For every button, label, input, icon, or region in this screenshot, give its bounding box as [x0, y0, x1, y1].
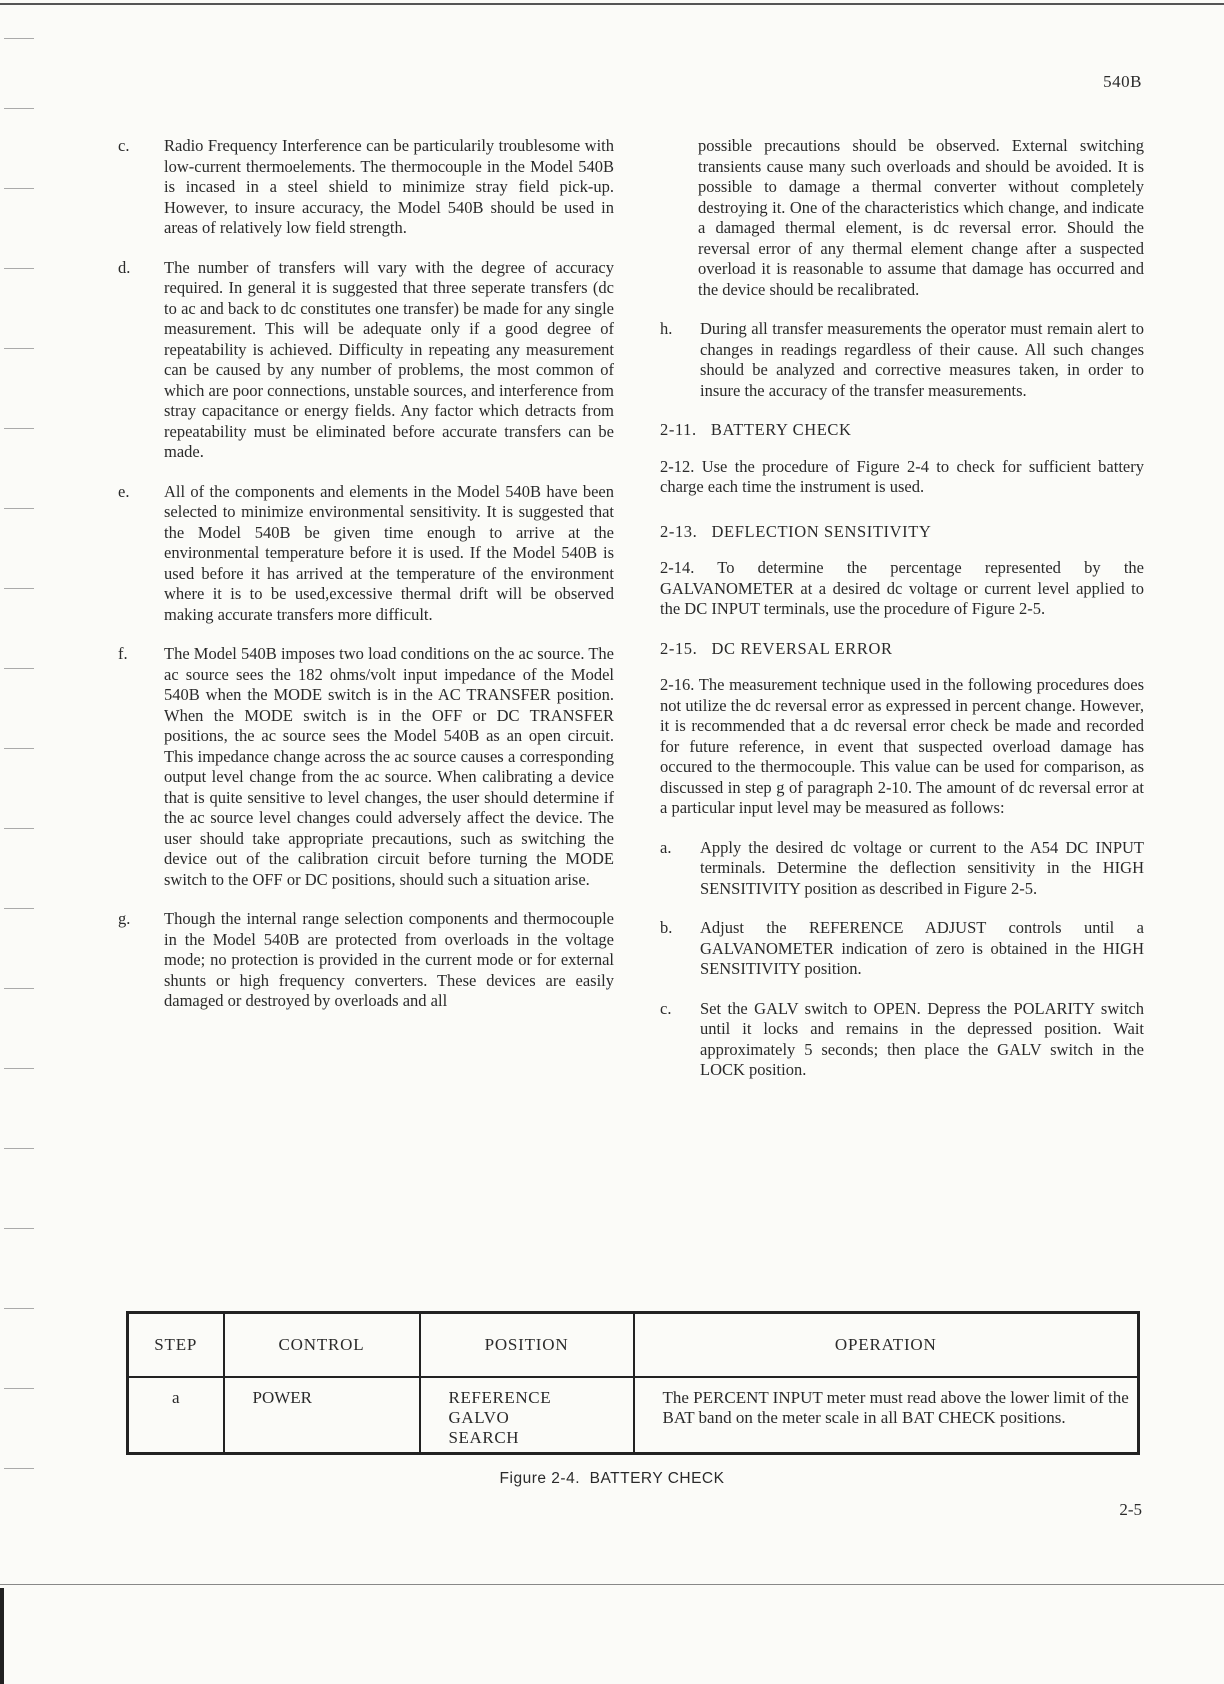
header-operation: OPERATION [634, 1313, 1139, 1378]
binding-tick [4, 588, 34, 589]
binding-tick [4, 1068, 34, 1069]
item-text: Apply the desired dc voltage or current to the A54 DC INPUT terminals. Determine the deflection sensitivity in the HIGH SENSITIVITY position as described in Figure 2-5. [700, 837, 1144, 898]
position-line: SEARCH [448, 1428, 520, 1447]
battery-check-table [126, 1311, 1140, 1455]
binding-tick [4, 188, 34, 189]
table-header-row [128, 1313, 1139, 1378]
binding-tick [4, 1468, 34, 1469]
section-heading-2-15: 2-15. DC REVERSAL ERROR [660, 638, 893, 658]
item-letter: h. [660, 319, 673, 338]
section-heading-2-13: 2-13. DEFLECTION SENSITIVITY [660, 521, 932, 541]
page-number: 2-5 [1119, 1500, 1142, 1519]
header-step: STEP [128, 1313, 224, 1378]
left-column [118, 136, 614, 1031]
list-item-d [118, 258, 614, 463]
section-heading-2-11: 2-11. BATTERY CHECK [660, 420, 852, 439]
item-text: Set the GALV switch to OPEN. Depress the POLARITY switch until it locks and remains in the depressed position. Wait approximately 5 seconds; then place the GALV switch in the LOCK position. [700, 998, 1144, 1079]
binding-tick [4, 748, 34, 749]
item-text: Radio Frequency Interference can be particularily troublesome with low-current thermoelements. The thermocouple in the Model 540B is incased in a steel shield to minimize stray field pick-up. However, to insure accuracy, the Model 540B should be used in areas of relatively low field strength. [164, 136, 614, 237]
item-letter: f. [118, 644, 128, 663]
left-edge-bar [0, 1588, 4, 1684]
item-letter: e. [118, 481, 130, 501]
table-row [128, 1377, 1139, 1454]
position-line: GALVO [448, 1408, 510, 1427]
step-a [660, 838, 1144, 900]
binding-tick [4, 1148, 34, 1149]
binding-tick [4, 508, 34, 509]
position-line: REFERENCE [448, 1388, 552, 1407]
header-control: CONTROL [224, 1313, 420, 1378]
binding-tick [4, 38, 34, 39]
step-c [660, 999, 1144, 1081]
paragraph-2-12: 2-12. Use the procedure of Figure 2-4 to check for sufficient battery charge each time the instrument is used. [660, 456, 1144, 496]
binding-tick [4, 108, 34, 109]
item-text: During all transfer measurements the operator must remain alert to changes in readings regardless of their cause. All such changes should be analyzed and corrective measures taken, in order to insure the accuracy of the transfer measurements. [700, 319, 1144, 400]
binding-tick [4, 348, 34, 349]
list-item-e [118, 482, 614, 626]
list-item-f [118, 644, 614, 890]
item-letter: c. [660, 998, 672, 1018]
item-text: Adjust the REFERENCE ADJUST controls until a GALVANOMETER indication of zero is obtained in the HIGH SENSITIVITY position. [700, 918, 1144, 978]
bottom-border-line [0, 1584, 1224, 1585]
step-b [660, 918, 1144, 980]
item-letter: g. [118, 909, 131, 928]
right-column [660, 136, 1144, 1100]
binding-tick [4, 988, 34, 989]
paragraph-2-14: 2-14. To determine the percentage represented by the GALVANOMETER at a desired dc voltage or current level applied to the DC INPUT terminals, use the procedure of Figure 2-5. [660, 558, 1144, 618]
item-text: All of the components and elements in the Model 540B have been selected to minimize environmental sensitivity. It is suggested that the Model 540B be given time enough to arrive at the environmental temperature before it is used. If the Model 540B is used before it has arrived at the temperature of the environment where it is to be used,excessive thermal drift will be observed making accurate transfers more difficult. [164, 481, 614, 624]
binding-tick [4, 828, 34, 829]
item-letter: c. [118, 136, 130, 155]
binding-tick [4, 428, 34, 429]
cell-control: POWER [224, 1377, 420, 1454]
binding-tick [4, 1308, 34, 1309]
binding-tick [4, 1228, 34, 1229]
item-g-continued: possible precautions should be observed. External switching transients cause many such overloads and should be avoided. It is possible to damage a thermal converter without completely destroying it. One of the characteristics which change, and indicate a damaged thermal element, is dc reversal error. Should the reversal error of any thermal element change after a suspected overload it is reasonable to assume that damage has occurred and the device should be recalibrated. [698, 136, 1144, 299]
binding-tick [4, 1388, 34, 1389]
list-item-h [660, 319, 1144, 401]
cell-operation: The PERCENT INPUT meter must read above the lower limit of the BAT band on the meter scale in all BAT CHECK positions. [634, 1377, 1139, 1454]
cell-step: a [128, 1377, 224, 1454]
binding-tick [4, 668, 34, 669]
item-letter: b. [660, 918, 673, 937]
list-item-g [118, 909, 614, 1012]
item-letter: d. [118, 257, 131, 277]
top-border-line [0, 3, 1224, 5]
paragraph-2-16: 2-16. The measurement technique used in the following procedures does not utilize the dc reversal error as expressed in percent change. However, it is recommended that a dc reversal error check be made and recorded for future reference, in event that suspected overload damage has occured to the thermocouple. This value can be used for comparison, as discussed in step g of paragraph 2-10. The amount of dc reversal error at a particular input level may be measured as follows: [660, 675, 1144, 817]
figure-caption: Figure 2-4. BATTERY CHECK [499, 1470, 725, 1487]
item-text: Though the internal range selection components and thermocouple in the Model 540B are protected from overloads in the voltage mode; no protection is provided in the current mode or for external shunts or high frequency converters. These devices are easily damaged or destroyed by overloads and all [164, 909, 614, 1010]
item-text: The number of transfers will vary with the degree of accuracy required. In general it is suggested that three seperate transfers (dc to ac and back to dc constitutes one transfer) be made for any single measurement. This will be adequate only if a good degree of repeatability is achieved. Difficulty in repeating any measurement can be caused by any number of problems, the most common of which are poor connections, unstable sources, and interference from stray capacitance or energy fields. Any factor which detracts from repeatability must be eliminated before accurate transfers can be made. [164, 257, 614, 461]
list-item-c [118, 136, 614, 239]
item-text: The Model 540B imposes two load conditions on the ac source. The ac source sees the 182 ohms/volt input impedance of the Model 540B when the MODE switch is in the AC TRANSFER position. When the MODE switch is in the OFF or DC TRANSFER positions, the ac source sees the Model 540B as an open circuit. This impedance change across the ac source causes a corresponding output level change from the ac source. When calibrating a device that is quite sensitive to level changes, the user should determine if the ac source level changes could adversely affect the device. The user should take appropriate precautions, such as switching the device out of the calibration circuit before turning the MODE switch to the OFF or DC positions, should such a situation arise. [164, 644, 614, 889]
page-header-model: 540B [1103, 72, 1142, 91]
item-letter: a. [660, 837, 672, 857]
header-position: POSITION [420, 1313, 634, 1378]
cell-position [420, 1377, 634, 1454]
binding-tick [4, 908, 34, 909]
binding-tick [4, 268, 34, 269]
